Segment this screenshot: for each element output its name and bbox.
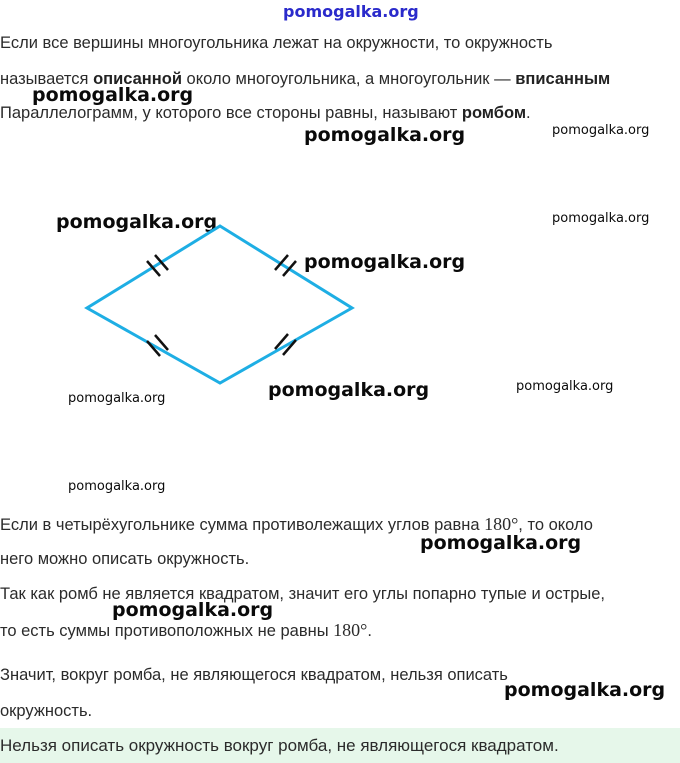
text-fragment: Параллелограмм, у которого все стороны равны, называют bbox=[0, 104, 462, 122]
watermark: pomogalka.org bbox=[112, 599, 274, 621]
text-fragment: около многоугольника, а многоугольник — bbox=[181, 70, 516, 88]
definition-circumscribed-line1: Если все вершины многоугольника лежат на окружности, то окружность bbox=[0, 34, 553, 52]
text-fragment: . bbox=[526, 104, 531, 122]
angle-value: 180° bbox=[484, 514, 519, 534]
watermark: pomogalka.org bbox=[268, 379, 430, 401]
watermark: pomogalka.org bbox=[420, 532, 582, 554]
theorem-line2: него можно описать окружность. bbox=[0, 550, 250, 568]
watermark: pomogalka.org bbox=[304, 124, 466, 146]
watermark: pomogalka.org bbox=[32, 84, 194, 106]
watermark: pomogalka.org bbox=[552, 211, 650, 226]
term-inscribed: вписанным bbox=[515, 70, 611, 88]
conclusion-line2: окружность. bbox=[0, 702, 93, 720]
text-fragment: . bbox=[367, 622, 372, 640]
angle-value: 180° bbox=[333, 620, 368, 640]
term-circumscribed: описанной bbox=[93, 70, 182, 88]
answer-text: Нельзя описать окружность вокруг ромба, не являющегося квадратом. bbox=[0, 736, 559, 755]
watermark-top: pomogalka.org bbox=[283, 2, 419, 21]
text-fragment: называется bbox=[0, 70, 94, 88]
reasoning-line1: Так как ромб не является квадратом, значит его углы попарно тупые и острые, bbox=[0, 585, 606, 603]
answer-box bbox=[0, 728, 680, 763]
text-fragment: Если в четырёхугольнике сумма противолежащих углов равна bbox=[0, 516, 485, 534]
reasoning-line2 bbox=[0, 620, 372, 641]
term-rhombus: ромбом bbox=[461, 104, 527, 122]
rhombus-shape bbox=[87, 226, 352, 383]
conclusion-line1: Значит, вокруг ромба, не являющегося квадратом, нельзя описать bbox=[0, 666, 508, 684]
watermark: pomogalka.org bbox=[68, 391, 166, 406]
watermark: pomogalka.org bbox=[552, 123, 650, 138]
watermark: pomogalka.org bbox=[56, 211, 218, 233]
watermark: pomogalka.org bbox=[516, 379, 614, 394]
text-fragment: то есть суммы противоположных не равны bbox=[0, 622, 334, 640]
watermark: pomogalka.org bbox=[68, 479, 166, 494]
theorem-line1 bbox=[0, 514, 593, 535]
equal-side-ticks bbox=[147, 255, 296, 356]
text-fragment: , то около bbox=[518, 516, 593, 534]
watermark: pomogalka.org bbox=[504, 679, 666, 701]
watermark: pomogalka.org bbox=[304, 251, 466, 273]
